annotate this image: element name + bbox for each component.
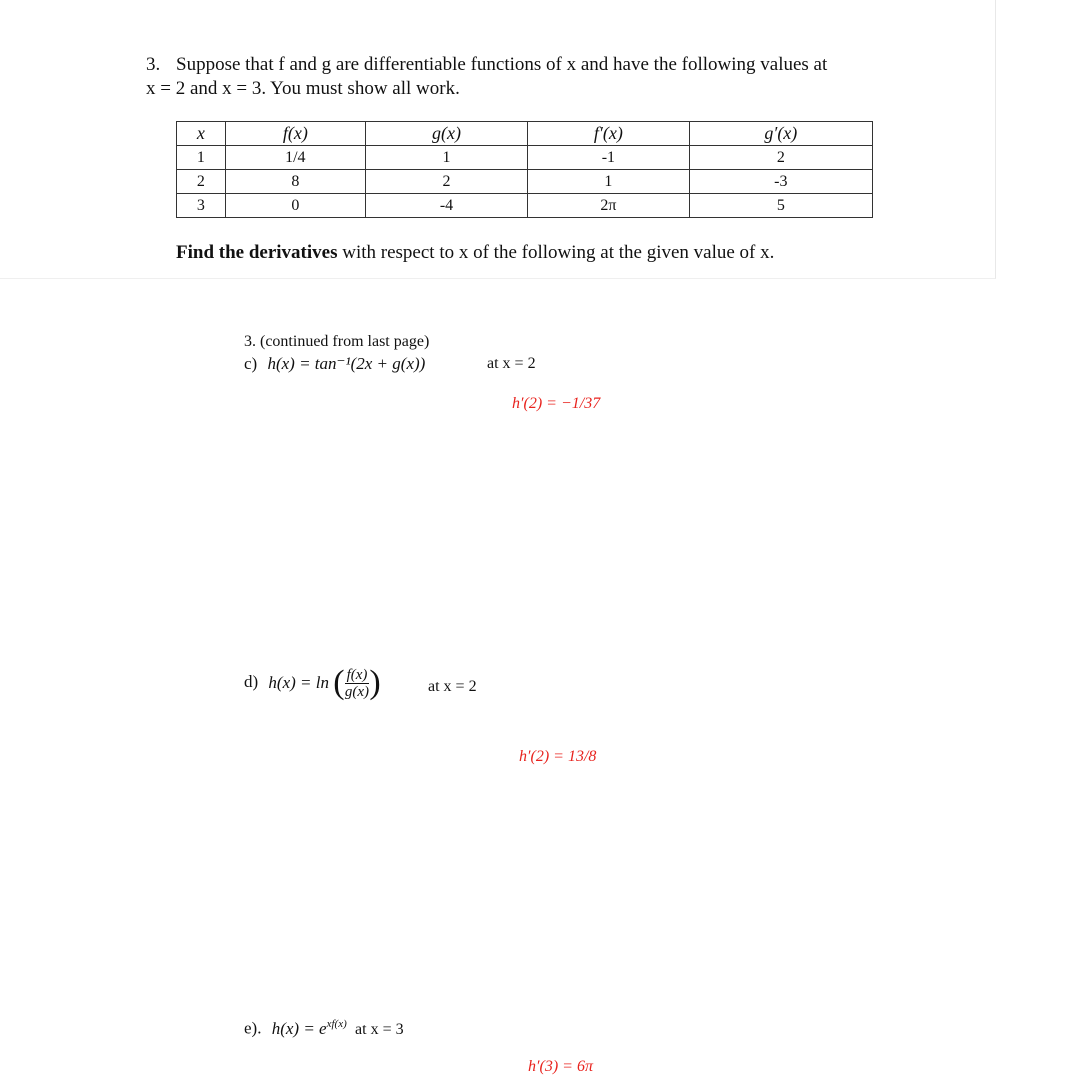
fraction-denominator: g(x)	[344, 683, 370, 700]
part-d-answer: h′(2) = 13/8	[519, 748, 597, 765]
table-header-row	[177, 122, 873, 146]
table-row	[177, 146, 873, 170]
table-cell: -4	[366, 194, 528, 218]
instruction	[176, 242, 774, 264]
part-d	[244, 664, 381, 702]
fraction-numerator: f(x)	[346, 666, 368, 683]
part-e-exponent: xf(x)	[326, 1018, 347, 1030]
table-header: f(x)	[225, 122, 365, 146]
problem-line-2: x = 2 and x = 3. You must show all work.	[146, 78, 460, 99]
part-e	[244, 1018, 404, 1039]
table-cell: 1	[177, 146, 226, 170]
part-c-label: c)	[244, 354, 258, 373]
problem-number: 3.	[146, 54, 161, 75]
table-cell: 2	[366, 170, 528, 194]
part-e-at: at x = 3	[355, 1020, 404, 1038]
table-cell: 5	[689, 194, 872, 218]
table-cell: 1	[528, 170, 690, 194]
values-table	[176, 121, 873, 218]
table-cell: 8	[225, 170, 365, 194]
left-paren: (	[333, 664, 345, 701]
table-cell: -1	[528, 146, 690, 170]
part-d-expression: h(x) = ln	[268, 673, 329, 692]
problem-line-1: Suppose that f and g are differentiable functions of x and have the following values at	[176, 54, 828, 75]
right-paren: )	[369, 664, 381, 701]
part-e-expression: h(x) = e	[271, 1018, 327, 1038]
part-c-answer: h′(2) = −1/37	[512, 395, 601, 412]
table-cell: 2π	[528, 194, 690, 218]
table-header: x	[177, 122, 226, 146]
table-row	[177, 170, 873, 194]
table-header: g′(x)	[689, 122, 872, 146]
part-e-label: e).	[244, 1018, 262, 1038]
table-cell: 1/4	[225, 146, 365, 170]
table-cell: 2	[177, 170, 226, 194]
table-header: f′(x)	[528, 122, 690, 146]
table-cell: 2	[689, 146, 872, 170]
fraction	[345, 667, 370, 700]
table-row	[177, 194, 873, 218]
instruction-bold: Find the derivatives	[176, 242, 338, 263]
table-cell: 0	[225, 194, 365, 218]
continued-label: 3. (continued from last page)	[244, 333, 430, 350]
table-cell: 1	[366, 146, 528, 170]
part-c-expression: h(x) = tan⁻¹(2x + g(x))	[267, 354, 426, 373]
instruction-rest: with respect to x of the following at the given value of x.	[342, 242, 775, 263]
part-e-answer: h′(3) = 6π	[528, 1058, 593, 1075]
table-cell: 3	[177, 194, 226, 218]
table-header: g(x)	[366, 122, 528, 146]
table-cell: -3	[689, 170, 872, 194]
part-c-at: at x = 2	[487, 355, 536, 372]
part-d-at: at x = 2	[428, 678, 477, 695]
part-d-label: d)	[244, 671, 259, 691]
part-c	[244, 354, 425, 374]
